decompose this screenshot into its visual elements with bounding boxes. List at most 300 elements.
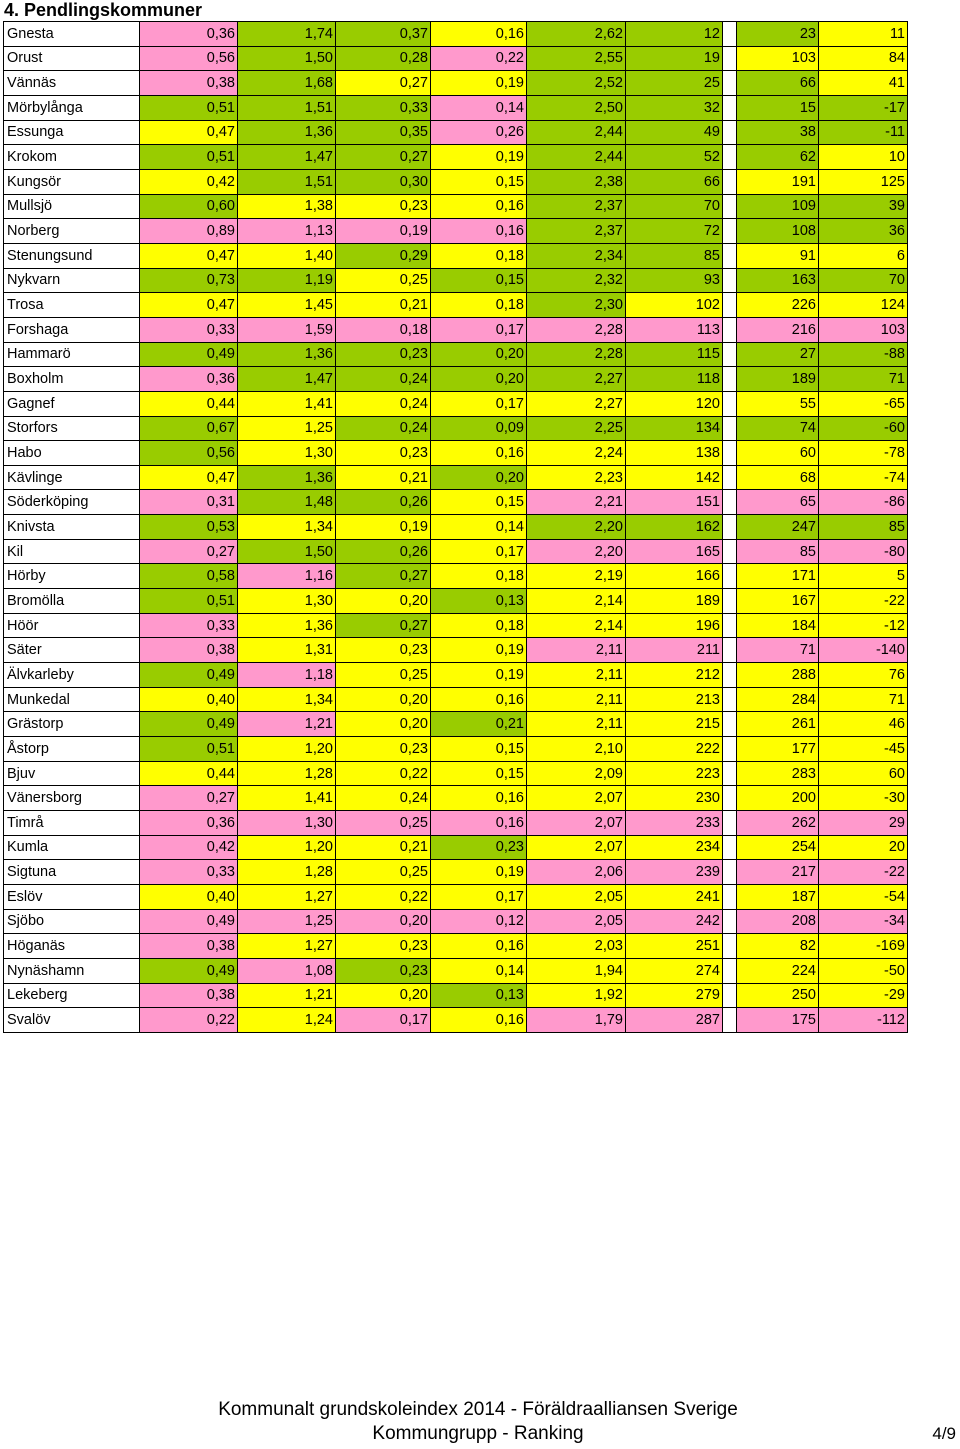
table-row (4, 243, 908, 268)
value-cell: 1,47 (238, 145, 336, 170)
value-cell: 0,15 (431, 169, 527, 194)
separator-cell (723, 367, 737, 392)
value-cell: 0,49 (140, 663, 238, 688)
value-cell: 0,16 (431, 194, 527, 219)
value-cell: 1,45 (238, 293, 336, 318)
table-row (4, 811, 908, 836)
value-cell: 0,18 (431, 243, 527, 268)
value-cell: 27 (737, 342, 819, 367)
separator-cell (723, 71, 737, 96)
table-row (4, 786, 908, 811)
value-cell: 2,11 (527, 638, 626, 663)
value-cell: 70 (819, 268, 908, 293)
value-cell: 0,20 (431, 367, 527, 392)
value-cell: 241 (626, 884, 723, 909)
value-cell: 2,44 (527, 120, 626, 145)
value-cell: 2,07 (527, 835, 626, 860)
value-cell: -74 (819, 465, 908, 490)
table-row (4, 687, 908, 712)
value-cell: 2,05 (527, 884, 626, 909)
value-cell: 0,40 (140, 687, 238, 712)
value-cell: 125 (819, 169, 908, 194)
value-cell: 0,19 (336, 515, 431, 540)
municipality-name: Boxholm (4, 367, 140, 392)
value-cell: 0,36 (140, 811, 238, 836)
table-row (4, 613, 908, 638)
value-cell: 66 (626, 169, 723, 194)
separator-cell (723, 465, 737, 490)
value-cell: 5 (819, 564, 908, 589)
separator-cell (723, 194, 737, 219)
separator-cell (723, 811, 737, 836)
table-row (4, 95, 908, 120)
municipality-name: Kungsör (4, 169, 140, 194)
value-cell: 1,21 (238, 712, 336, 737)
value-cell: 0,49 (140, 958, 238, 983)
municipality-name: Essunga (4, 120, 140, 145)
value-cell: 254 (737, 835, 819, 860)
separator-cell (723, 169, 737, 194)
value-cell: 2,30 (527, 293, 626, 318)
value-cell: 0,29 (336, 243, 431, 268)
value-cell: 0,27 (140, 786, 238, 811)
value-cell: 1,13 (238, 219, 336, 244)
value-cell: 0,25 (336, 268, 431, 293)
value-cell: 0,23 (336, 638, 431, 663)
value-cell: 2,32 (527, 268, 626, 293)
value-cell: 0,37 (336, 22, 431, 47)
value-cell: 0,23 (336, 441, 431, 466)
value-cell: 118 (626, 367, 723, 392)
municipality-name: Sigtuna (4, 860, 140, 885)
value-cell: 0,27 (336, 145, 431, 170)
table-row (4, 564, 908, 589)
value-cell: 0,25 (336, 663, 431, 688)
value-cell: 233 (626, 811, 723, 836)
value-cell: 0,16 (431, 1008, 527, 1033)
separator-cell (723, 95, 737, 120)
value-cell: 1,31 (238, 638, 336, 663)
value-cell: 2,27 (527, 391, 626, 416)
value-cell: 1,30 (238, 589, 336, 614)
municipality-name: Kumla (4, 835, 140, 860)
table-row (4, 761, 908, 786)
value-cell: 2,38 (527, 169, 626, 194)
value-cell: 12 (626, 22, 723, 47)
separator-cell (723, 46, 737, 71)
value-cell: 1,28 (238, 761, 336, 786)
value-cell: 0,49 (140, 909, 238, 934)
value-cell: 0,44 (140, 761, 238, 786)
municipality-name: Säter (4, 638, 140, 663)
municipality-name: Nykvarn (4, 268, 140, 293)
value-cell: 216 (737, 317, 819, 342)
value-cell: 60 (737, 441, 819, 466)
value-cell: 0,22 (431, 46, 527, 71)
value-cell: 6 (819, 243, 908, 268)
value-cell: 0,23 (431, 835, 527, 860)
value-cell: 0,22 (336, 884, 431, 909)
table-row (4, 194, 908, 219)
value-cell: 85 (737, 539, 819, 564)
value-cell: 71 (819, 367, 908, 392)
municipality-name: Munkedal (4, 687, 140, 712)
value-cell: 287 (626, 1008, 723, 1033)
value-cell: 0,16 (431, 687, 527, 712)
value-cell: 0,13 (431, 589, 527, 614)
ranking-table (3, 21, 908, 1033)
value-cell: 142 (626, 465, 723, 490)
municipality-name: Nynäshamn (4, 958, 140, 983)
value-cell: 0,20 (336, 589, 431, 614)
value-cell: 166 (626, 564, 723, 589)
separator-cell (723, 884, 737, 909)
value-cell: 0,18 (431, 293, 527, 318)
separator-cell (723, 120, 737, 145)
municipality-name: Kävlinge (4, 465, 140, 490)
municipality-name: Mullsjö (4, 194, 140, 219)
value-cell: 74 (737, 416, 819, 441)
value-cell: 0,51 (140, 589, 238, 614)
value-cell: 1,08 (238, 958, 336, 983)
value-cell: 242 (626, 909, 723, 934)
table-row (4, 342, 908, 367)
value-cell: 1,47 (238, 367, 336, 392)
municipality-name: Orust (4, 46, 140, 71)
value-cell: 0,14 (431, 95, 527, 120)
value-cell: -169 (819, 934, 908, 959)
table-row (4, 539, 908, 564)
value-cell: 0,15 (431, 268, 527, 293)
value-cell: 0,18 (336, 317, 431, 342)
value-cell: -22 (819, 860, 908, 885)
value-cell: 224 (737, 958, 819, 983)
value-cell: 2,20 (527, 539, 626, 564)
municipality-name: Lekeberg (4, 983, 140, 1008)
municipality-name: Sjöbo (4, 909, 140, 934)
separator-cell (723, 515, 737, 540)
value-cell: 2,11 (527, 687, 626, 712)
value-cell: 1,94 (527, 958, 626, 983)
table-row (4, 416, 908, 441)
value-cell: 0,22 (140, 1008, 238, 1033)
value-cell: 239 (626, 860, 723, 885)
municipality-name: Hammarö (4, 342, 140, 367)
municipality-name: Grästorp (4, 712, 140, 737)
value-cell: 1,79 (527, 1008, 626, 1033)
separator-cell (723, 786, 737, 811)
value-cell: 2,23 (527, 465, 626, 490)
value-cell: 0,31 (140, 490, 238, 515)
value-cell: -29 (819, 983, 908, 1008)
value-cell: 2,34 (527, 243, 626, 268)
value-cell: 191 (737, 169, 819, 194)
value-cell: 2,10 (527, 737, 626, 762)
table-row (4, 490, 908, 515)
value-cell: -54 (819, 884, 908, 909)
municipality-name: Timrå (4, 811, 140, 836)
value-cell: -112 (819, 1008, 908, 1033)
value-cell: 0,38 (140, 638, 238, 663)
separator-cell (723, 490, 737, 515)
municipality-name: Krokom (4, 145, 140, 170)
value-cell: 2,05 (527, 909, 626, 934)
municipality-name: Knivsta (4, 515, 140, 540)
municipality-name: Söderköping (4, 490, 140, 515)
value-cell: 2,11 (527, 663, 626, 688)
value-cell: 0,19 (431, 638, 527, 663)
value-cell: -34 (819, 909, 908, 934)
separator-cell (723, 638, 737, 663)
value-cell: 46 (819, 712, 908, 737)
value-cell: 1,21 (238, 983, 336, 1008)
value-cell: 0,15 (431, 761, 527, 786)
value-cell: 189 (737, 367, 819, 392)
value-cell: 85 (626, 243, 723, 268)
value-cell: 103 (819, 317, 908, 342)
value-cell: 1,18 (238, 663, 336, 688)
separator-cell (723, 761, 737, 786)
value-cell: 2,25 (527, 416, 626, 441)
value-cell: 215 (626, 712, 723, 737)
value-cell: 0,51 (140, 95, 238, 120)
value-cell: 151 (626, 490, 723, 515)
value-cell: 2,27 (527, 367, 626, 392)
value-cell: 200 (737, 786, 819, 811)
municipality-name: Bromölla (4, 589, 140, 614)
value-cell: 0,21 (336, 465, 431, 490)
value-cell: 0,23 (336, 194, 431, 219)
value-cell: 0,30 (336, 169, 431, 194)
value-cell: 1,19 (238, 268, 336, 293)
value-cell: 1,51 (238, 95, 336, 120)
value-cell: 0,20 (336, 983, 431, 1008)
table-row (4, 958, 908, 983)
value-cell: 0,38 (140, 71, 238, 96)
value-cell: 93 (626, 268, 723, 293)
value-cell: 2,24 (527, 441, 626, 466)
value-cell: 0,42 (140, 169, 238, 194)
value-cell: 288 (737, 663, 819, 688)
value-cell: 1,40 (238, 243, 336, 268)
value-cell: 0,28 (336, 46, 431, 71)
value-cell: 0,89 (140, 219, 238, 244)
table-row (4, 712, 908, 737)
value-cell: 2,09 (527, 761, 626, 786)
separator-cell (723, 145, 737, 170)
value-cell: 0,53 (140, 515, 238, 540)
value-cell: 0,33 (140, 317, 238, 342)
value-cell: 1,36 (238, 613, 336, 638)
separator-cell (723, 712, 737, 737)
value-cell: 85 (819, 515, 908, 540)
value-cell: 0,16 (431, 934, 527, 959)
value-cell: 0,25 (336, 860, 431, 885)
value-cell: 1,36 (238, 465, 336, 490)
value-cell: 222 (626, 737, 723, 762)
value-cell: 0,13 (431, 983, 527, 1008)
value-cell: 0,38 (140, 983, 238, 1008)
value-cell: 82 (737, 934, 819, 959)
value-cell: 91 (737, 243, 819, 268)
value-cell: 103 (737, 46, 819, 71)
municipality-name: Kil (4, 539, 140, 564)
value-cell: 211 (626, 638, 723, 663)
value-cell: 0,26 (336, 539, 431, 564)
municipality-name: Trosa (4, 293, 140, 318)
value-cell: 226 (737, 293, 819, 318)
value-cell: 2,28 (527, 317, 626, 342)
value-cell: 2,14 (527, 613, 626, 638)
municipality-name: Svalöv (4, 1008, 140, 1033)
municipality-name: Älvkarleby (4, 663, 140, 688)
value-cell: -50 (819, 958, 908, 983)
value-cell: 0,16 (431, 786, 527, 811)
separator-cell (723, 589, 737, 614)
value-cell: 109 (737, 194, 819, 219)
separator-cell (723, 1008, 737, 1033)
value-cell: 1,30 (238, 811, 336, 836)
value-cell: 0,67 (140, 416, 238, 441)
value-cell: 66 (737, 71, 819, 96)
value-cell: 0,17 (431, 391, 527, 416)
municipality-name: Mörbylånga (4, 95, 140, 120)
value-cell: 2,20 (527, 515, 626, 540)
value-cell: -140 (819, 638, 908, 663)
value-cell: 1,16 (238, 564, 336, 589)
value-cell: 0,35 (336, 120, 431, 145)
value-cell: 0,23 (336, 342, 431, 367)
value-cell: 49 (626, 120, 723, 145)
value-cell: 0,26 (336, 490, 431, 515)
value-cell: 0,20 (336, 909, 431, 934)
value-cell: 0,58 (140, 564, 238, 589)
value-cell: 0,23 (336, 737, 431, 762)
value-cell: 134 (626, 416, 723, 441)
value-cell: 2,03 (527, 934, 626, 959)
value-cell: 32 (626, 95, 723, 120)
value-cell: 165 (626, 539, 723, 564)
value-cell: 0,19 (431, 71, 527, 96)
municipality-name: Bjuv (4, 761, 140, 786)
value-cell: 68 (737, 465, 819, 490)
value-cell: 1,34 (238, 515, 336, 540)
value-cell: 0,27 (336, 71, 431, 96)
municipality-name: Hörby (4, 564, 140, 589)
value-cell: 0,56 (140, 441, 238, 466)
value-cell: 0,49 (140, 342, 238, 367)
value-cell: 167 (737, 589, 819, 614)
value-cell: 0,17 (431, 884, 527, 909)
table-row (4, 884, 908, 909)
value-cell: 223 (626, 761, 723, 786)
table-row (4, 22, 908, 47)
value-cell: 0,36 (140, 367, 238, 392)
value-cell: 187 (737, 884, 819, 909)
value-cell: 15 (737, 95, 819, 120)
municipality-name: Eslöv (4, 884, 140, 909)
municipality-name: Vännäs (4, 71, 140, 96)
separator-cell (723, 539, 737, 564)
table-row (4, 169, 908, 194)
table-row (4, 441, 908, 466)
separator-cell (723, 317, 737, 342)
value-cell: 0,20 (336, 712, 431, 737)
value-cell: 0,14 (431, 958, 527, 983)
value-cell: 23 (737, 22, 819, 47)
table-row (4, 120, 908, 145)
value-cell: 0,47 (140, 120, 238, 145)
value-cell: 2,19 (527, 564, 626, 589)
value-cell: 0,20 (431, 342, 527, 367)
value-cell: 208 (737, 909, 819, 934)
value-cell: 247 (737, 515, 819, 540)
value-cell: 138 (626, 441, 723, 466)
value-cell: 0,21 (431, 712, 527, 737)
value-cell: 2,21 (527, 490, 626, 515)
value-cell: 0,25 (336, 811, 431, 836)
separator-cell (723, 243, 737, 268)
value-cell: 0,17 (431, 539, 527, 564)
separator-cell (723, 934, 737, 959)
municipality-name: Norberg (4, 219, 140, 244)
separator-cell (723, 909, 737, 934)
footer-title: Kommunalt grundskoleindex 2014 - Föräldraalliansen Sverige (218, 1399, 738, 1420)
table-row (4, 145, 908, 170)
table-row (4, 835, 908, 860)
value-cell: 1,30 (238, 441, 336, 466)
table-row (4, 934, 908, 959)
value-cell: 102 (626, 293, 723, 318)
value-cell: 76 (819, 663, 908, 688)
value-cell: 0,21 (336, 293, 431, 318)
value-cell: 2,14 (527, 589, 626, 614)
separator-cell (723, 268, 737, 293)
value-cell: 279 (626, 983, 723, 1008)
separator-cell (723, 441, 737, 466)
value-cell: 2,62 (527, 22, 626, 47)
separator-cell (723, 416, 737, 441)
value-cell: 0,24 (336, 786, 431, 811)
table-row (4, 367, 908, 392)
value-cell: 0,19 (336, 219, 431, 244)
value-cell: 1,41 (238, 786, 336, 811)
value-cell: 184 (737, 613, 819, 638)
value-cell: 2,37 (527, 194, 626, 219)
value-cell: 39 (819, 194, 908, 219)
value-cell: 0,16 (431, 441, 527, 466)
value-cell: 2,44 (527, 145, 626, 170)
separator-cell (723, 22, 737, 47)
value-cell: 1,24 (238, 1008, 336, 1033)
municipality-name: Höör (4, 613, 140, 638)
value-cell: 115 (626, 342, 723, 367)
value-cell: 120 (626, 391, 723, 416)
value-cell: 0,24 (336, 367, 431, 392)
value-cell: 2,50 (527, 95, 626, 120)
value-cell: 0,51 (140, 145, 238, 170)
value-cell: 0,09 (431, 416, 527, 441)
value-cell: 0,49 (140, 712, 238, 737)
value-cell: 251 (626, 934, 723, 959)
value-cell: 212 (626, 663, 723, 688)
value-cell: 1,36 (238, 120, 336, 145)
value-cell: 0,16 (431, 219, 527, 244)
separator-cell (723, 687, 737, 712)
municipality-name: Vänersborg (4, 786, 140, 811)
value-cell: 189 (626, 589, 723, 614)
value-cell: 52 (626, 145, 723, 170)
